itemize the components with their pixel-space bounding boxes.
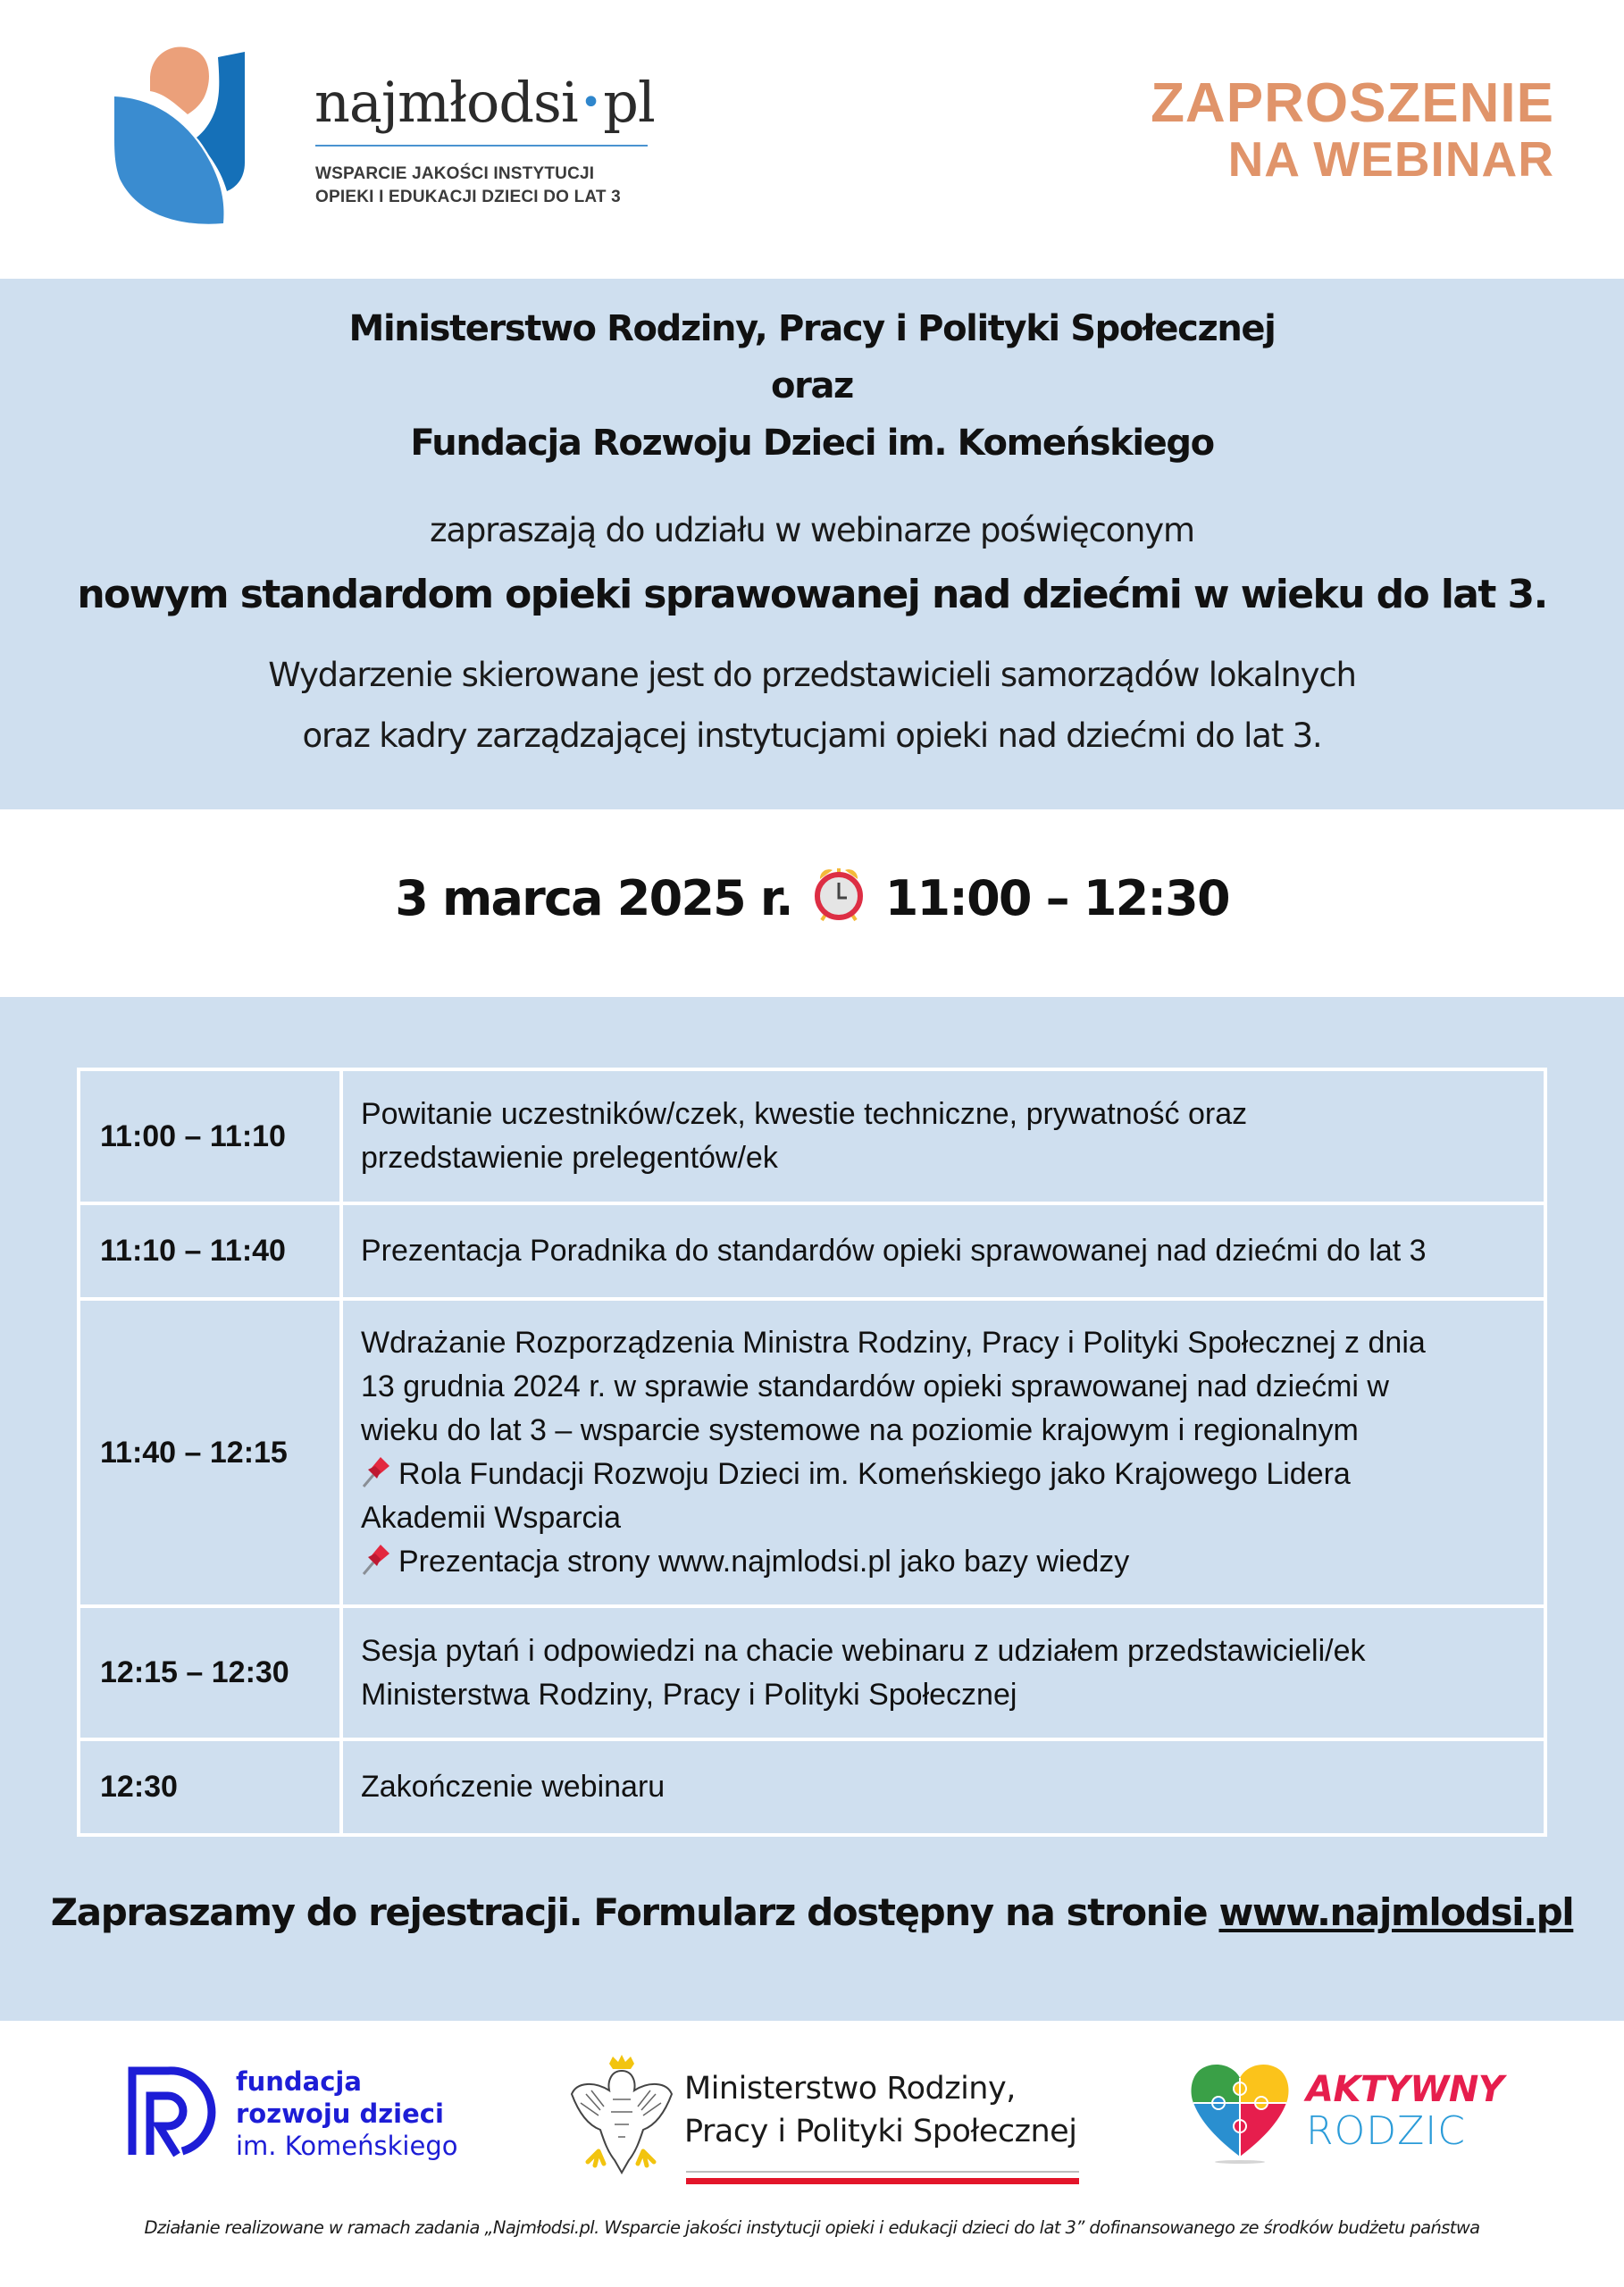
agenda-bullet: Prezentacja strony www.najmlodsi.pl jako bazy wiedzy (361, 1540, 1524, 1584)
agenda-row (79, 1069, 1545, 1203)
pushpin-icon (361, 1543, 391, 1577)
organizer-conjunction: oraz (771, 365, 853, 406)
event-time: 11:00 – 12:30 (884, 870, 1229, 926)
najmlodsi-logo-icon (111, 45, 254, 225)
agenda-description: Zakończenie webinaru (341, 1739, 1545, 1835)
agenda-time: 12:30 (79, 1739, 341, 1835)
agenda-description: Sesja pytań i odpowiedzi na chacie webinaru z udziałem przedstawicieli/ek Ministerstwa Rodziny, Pracy i Polityki Społecznej (341, 1606, 1545, 1739)
ministry-logo-grey-rule (686, 2171, 1079, 2173)
agenda-time: 11:10 – 11:40 (79, 1203, 341, 1299)
invite-text: zapraszają do udziału w webinarze poświęconym (430, 511, 1194, 549)
funding-disclaimer: Działanie realizowane w ramach zadania „Najmłodsi.pl. Wsparcie jakości instytucji opieki i edukacji dzieci do lat 3” dofinansowanego ze środków budżetu państwa (144, 2217, 1480, 2238)
polish-eagle-emblem-icon (568, 2055, 674, 2180)
agenda-row (79, 1606, 1545, 1739)
registration-text: Zapraszamy do rejestracji. Formularz dostępny na stronie (50, 1890, 1219, 1934)
target-audience: Wydarzenie skierowane jest do przedstawicieli samorządów lokalnych oraz kadry zarządzającej instytucjami opieki nad dziećmi do lat 3. (268, 656, 1356, 755)
invitation-title-line2: NA WEBINAR (1227, 131, 1554, 187)
webinar-topic: nowym standardom opieki sprawowanej nad dziećmi w wieku do lat 3. (77, 572, 1547, 617)
agenda-time: 11:40 – 12:15 (79, 1299, 341, 1606)
ministry-logo: Ministerstwo Rodziny, Pracy i Polityki Społecznej (568, 2055, 1104, 2171)
registration-link[interactable]: www.najmlodsi.pl (1218, 1890, 1574, 1934)
organizer-ministry: Ministerstwo Rodziny, Pracy i Polityki Społecznej (348, 308, 1276, 349)
agenda-description: Prezentacja Poradnika do standardów opieki sprawowanej nad dziećmi do lat 3 (341, 1203, 1545, 1299)
header (0, 0, 1624, 279)
agenda-bullet: Rola Fundacji Rozwoju Dzieci im. Komeńskiego jako Krajowego Lidera (361, 1453, 1524, 1496)
frd-logo: fundacja rozwoju dzieci im. Komeńskiego (127, 2065, 627, 2173)
pushpin-icon (361, 1455, 391, 1489)
ministry-logo-red-rule (686, 2178, 1079, 2184)
organizer-foundation: Fundacja Rozwoju Dzieci im. Komeńskiego (410, 423, 1214, 464)
agenda-row (79, 1739, 1545, 1835)
registration-callout (0, 1890, 1624, 1934)
intro-section (0, 279, 1624, 809)
invitation-title-line1: ZAPROSZENIE (1151, 72, 1554, 134)
agenda-description: Wdrażanie Rozporządzenia Ministra Rodziny, Pracy i Polityki Społecznej z dnia 13 grudnia 2024 r. w sprawie standardów opieki sprawowanej nad dziećmi w wieku do lat 3 – wsparcie systemowe na poziomie krajowym i regionalnym Rola Fundacji Rozwoju Dzieci im. Komeńskiego jako Krajowego Lidera Akademii Wsparcia Prezentacja strony www.najmlodsi.pl jako bazy wiedzy (341, 1299, 1545, 1606)
event-date-time (0, 867, 1624, 926)
organizers (0, 300, 1624, 472)
frd-logo-icon (127, 2065, 220, 2158)
agenda-row (79, 1203, 1545, 1299)
event-date: 3 marca 2025 r. (395, 870, 792, 926)
agenda-time: 12:15 – 12:30 (79, 1606, 341, 1739)
agenda-section (0, 997, 1624, 2021)
agenda-description: Powitanie uczestników/czek, kwestie techniczne, prywatność oraz przedstawienie prelegentów/ek (341, 1069, 1545, 1203)
logo-tagline: WSPARCIE JAKOŚCI INSTYTUCJI OPIEKI I EDUKACJI DZIECI DO LAT 3 (315, 164, 621, 206)
invitation-title (1151, 72, 1554, 187)
agenda-row (79, 1299, 1545, 1606)
puzzle-heart-icon (1188, 2058, 1293, 2164)
footer (0, 2021, 1624, 2287)
alarm-clock-icon (813, 867, 865, 922)
agenda-time: 11:00 – 11:10 (79, 1069, 341, 1203)
aktywny-rodzic-logo: AKTYWNY RODZIC (1188, 2058, 1528, 2166)
logo-divider (315, 145, 648, 147)
agenda-table (77, 1068, 1547, 1837)
najmlodsi-logo-wordmark: najmłodsi•pl (314, 70, 655, 135)
